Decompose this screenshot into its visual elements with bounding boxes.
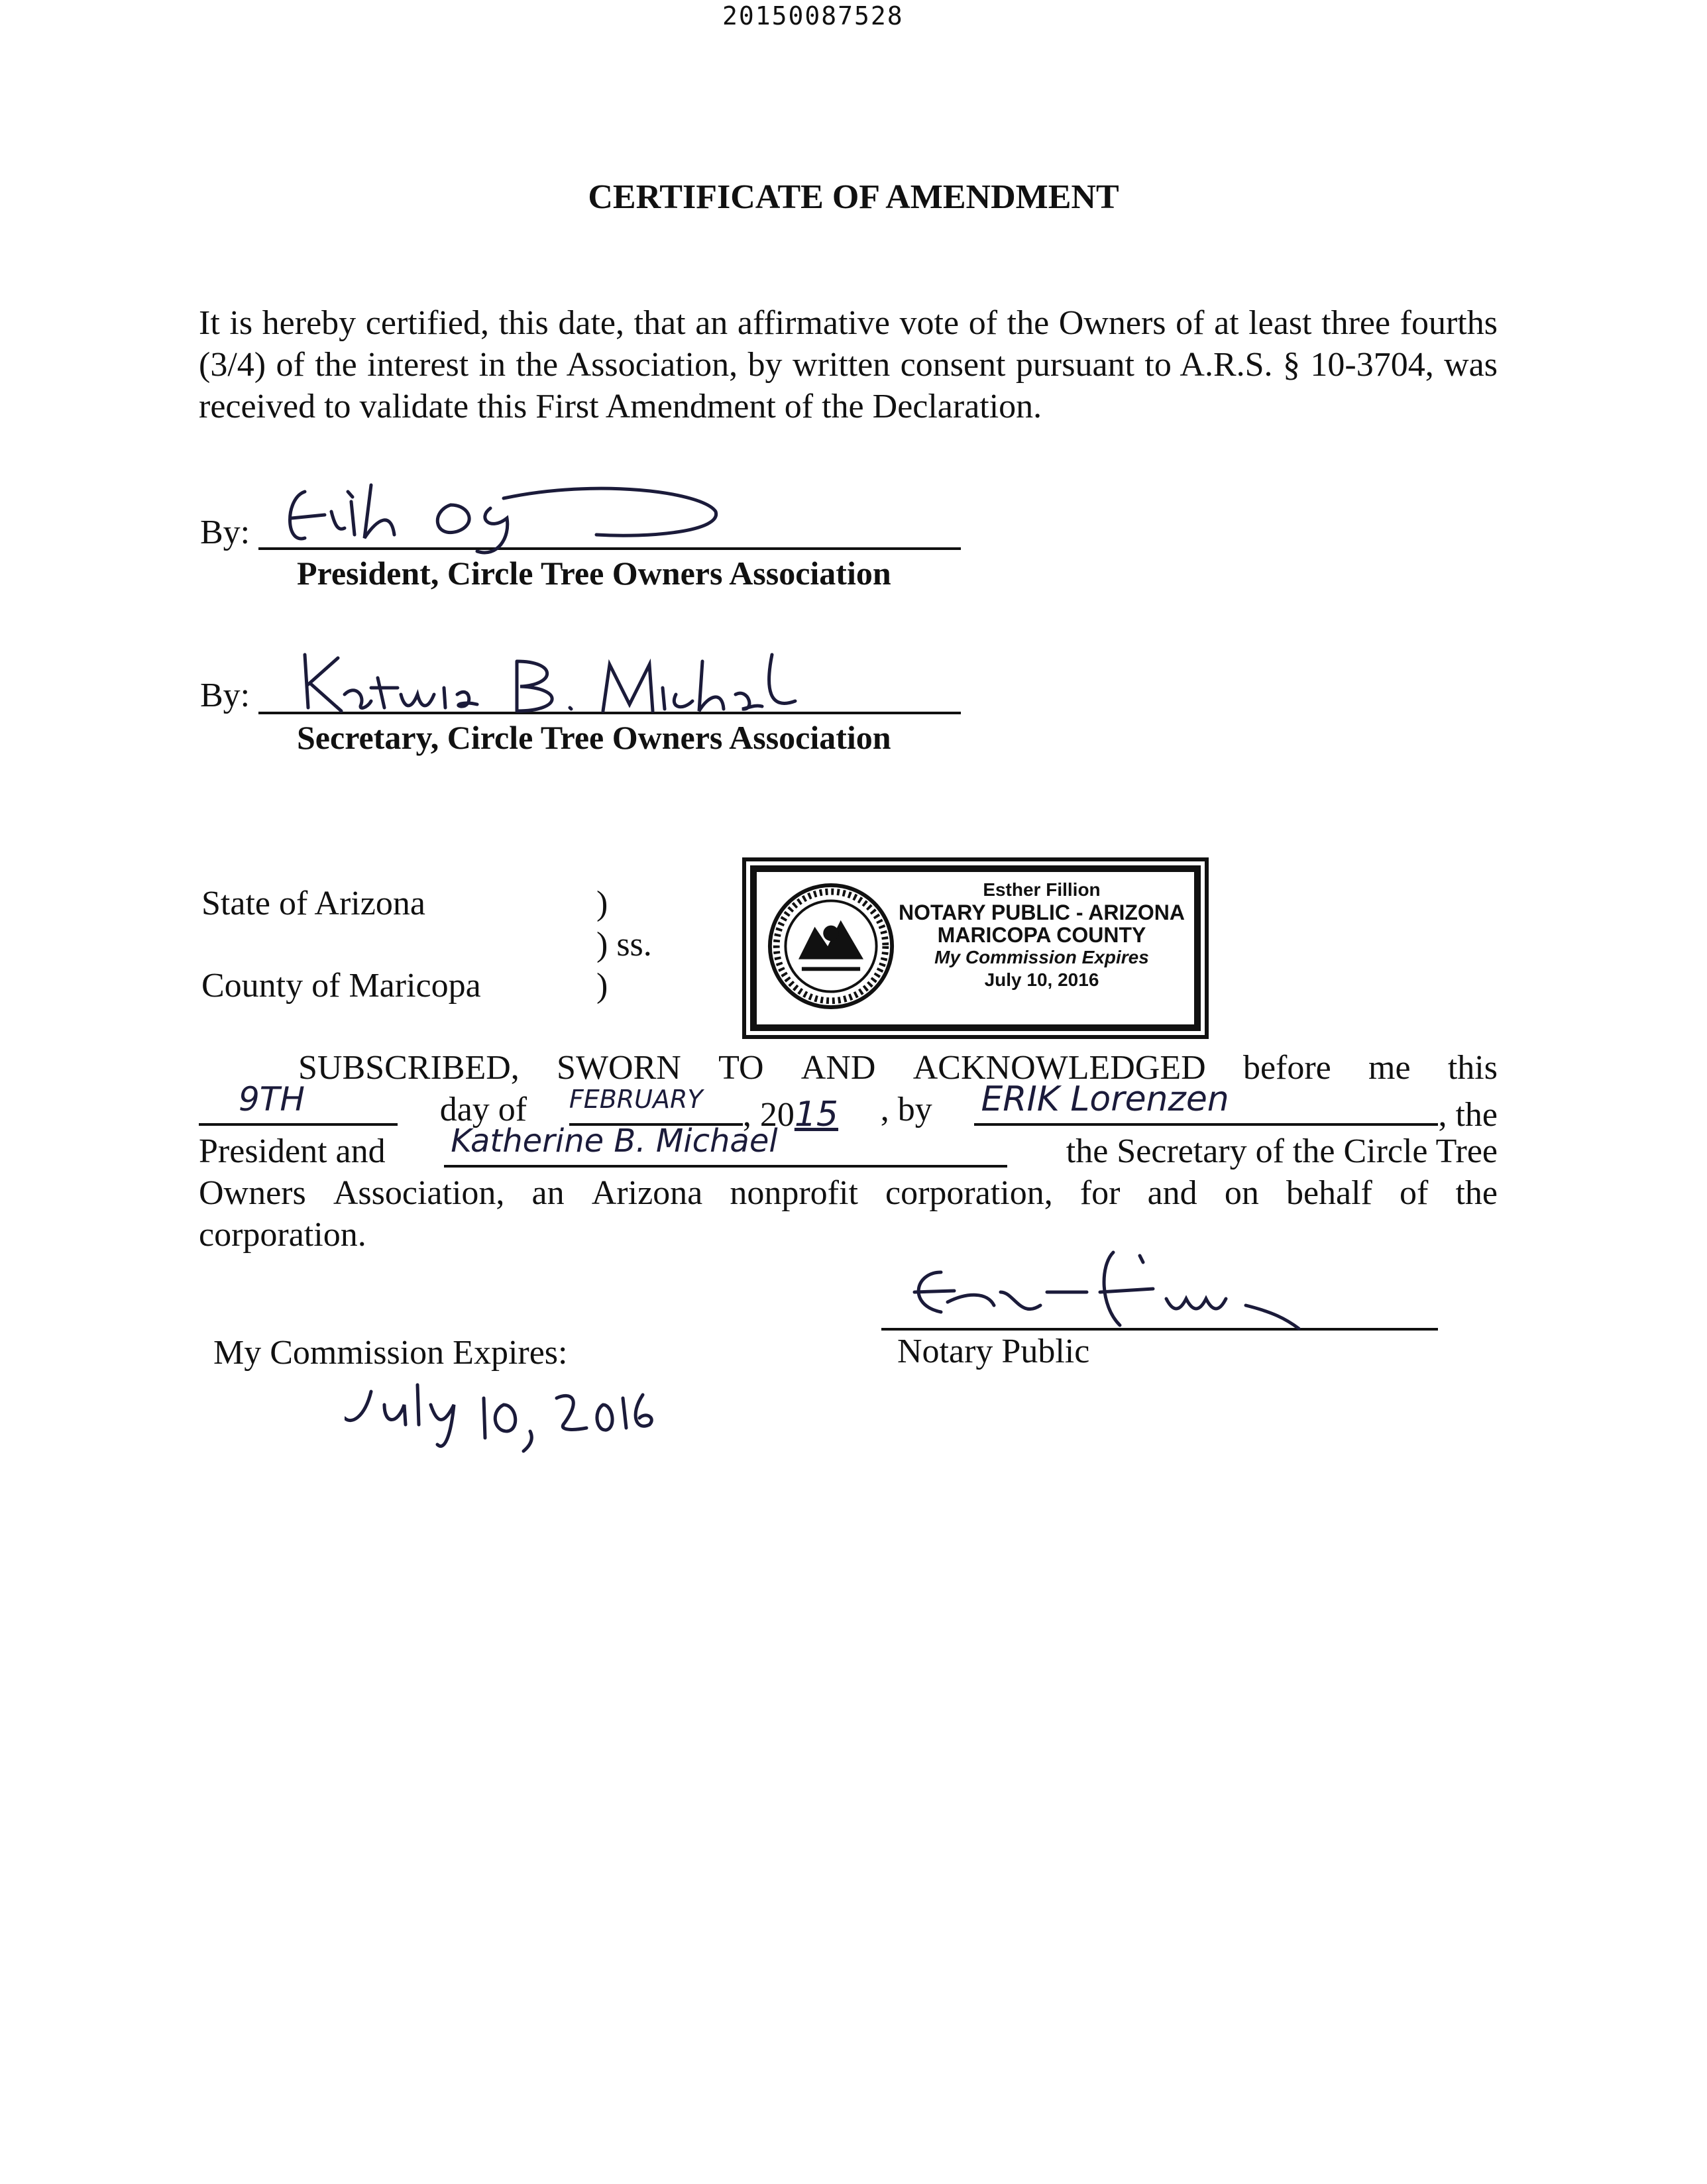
ack-line-3: President and Katherine B. Michael the Secretary of the Circle Tree: [199, 1122, 1498, 1170]
document-number: 20150087528: [722, 1, 904, 30]
stamp-county: MARICOPA COUNTY: [937, 923, 1146, 947]
notary-public-label: Notary Public: [897, 1333, 1090, 1370]
venue-paren-top: ): [596, 885, 608, 922]
role-president: President, Circle Tree Owners Association: [297, 555, 891, 592]
ack-line-4: Owners Association, an Arizona nonprofit corporation, for and on behalf of the: [199, 1174, 1498, 1212]
page-title: CERTIFICATE OF AMENDMENT: [588, 178, 1119, 216]
intro-paragraph: It is hereby certified, this date, that an affirmative vote of the Owners of at least three fourths (3/4) of the interest in the Association, by written consent pursuant to A.R.S. § 10-3704, was received to validate this First Amendment of the Declaration.: [199, 304, 1498, 425]
commission-expires-label: My Commission Expires:: [213, 1334, 568, 1372]
stamp-commission-date: July 10, 2016: [984, 969, 1099, 990]
by-label-secretary: By:: [200, 677, 250, 714]
venue-state: State of Arizona: [201, 885, 425, 922]
acknowledgment-paragraph: [199, 1047, 1498, 1256]
commission-expires-handwritten: [345, 1378, 676, 1458]
stamp-notary-title: NOTARY PUBLIC - ARIZONA: [899, 901, 1185, 924]
venue-paren-bottom: ): [596, 967, 608, 1005]
venue-county: County of Maricopa: [201, 967, 481, 1005]
ack-line-5: corporation.: [199, 1216, 366, 1254]
notary-stamp: [750, 865, 1201, 1031]
ack-line-1: SUBSCRIBED, SWORN TO AND ACKNOWLEDGED before me this: [298, 1049, 1498, 1087]
stamp-commission-label: My Commission Expires: [934, 947, 1149, 967]
venue-ss: ) ss.: [596, 926, 652, 963]
notary-signature: [901, 1246, 1378, 1338]
secretary-name-field: Katherine B. Michael: [444, 1130, 1007, 1168]
stamp-notary-name: Esther Fillion: [983, 879, 1101, 900]
arizona-seal-icon: [766, 881, 896, 1011]
signature-president: [278, 472, 742, 558]
month-field: FEBRUARY: [569, 1089, 743, 1126]
president-name-field: ERIK Lorenzen: [974, 1089, 1438, 1126]
ack-line-2: 9TH day of FEBRUARY , 2015 , by ERIK Lorenzen , the: [199, 1089, 1498, 1130]
by-label-president: By:: [200, 514, 250, 551]
role-secretary: Secretary, Circle Tree Owners Association: [297, 719, 891, 756]
signature-secretary: [292, 648, 808, 721]
day-field: 9TH: [199, 1089, 398, 1126]
